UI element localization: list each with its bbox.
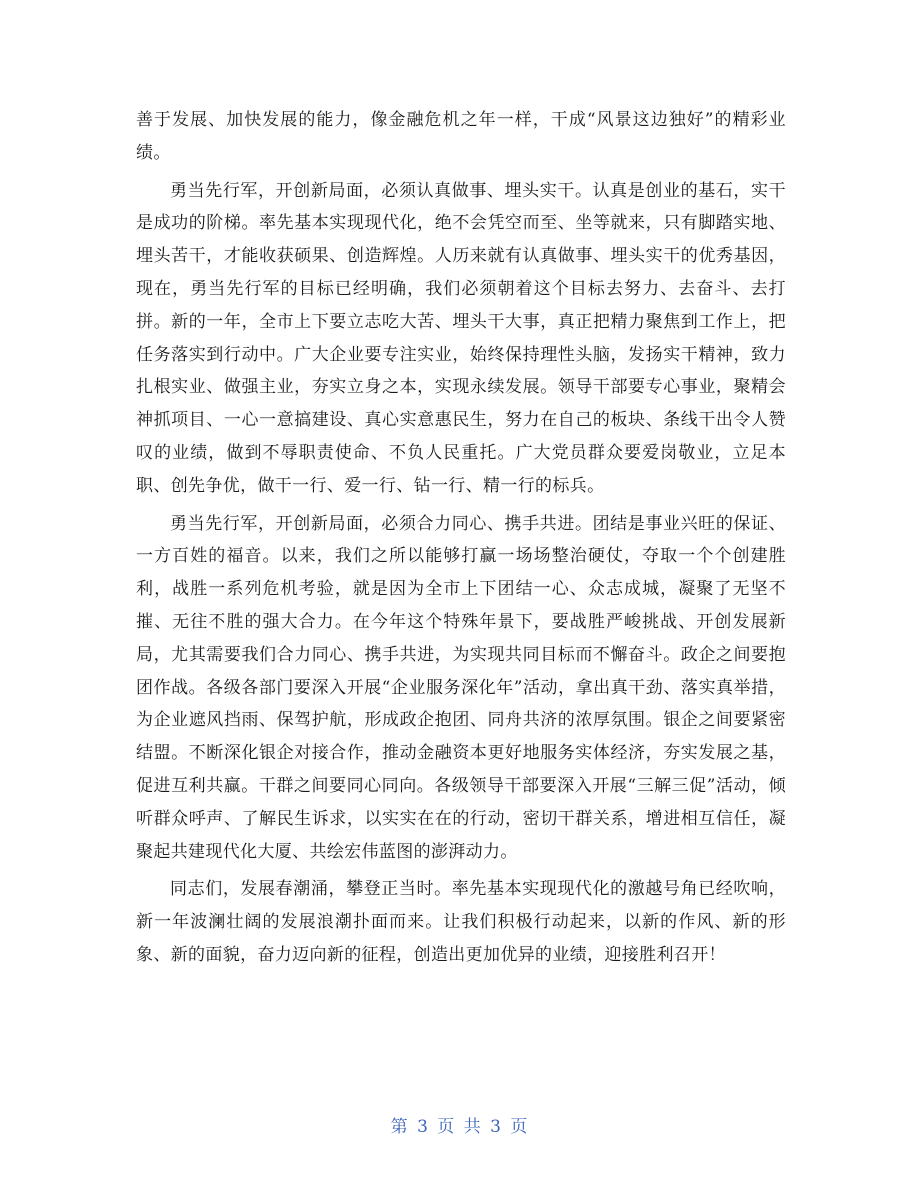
- paragraph-continuation: 善于发展、加快发展的能力，像金融危机之年一样，干成“风景这边独好”的精彩业绩。: [136, 110, 786, 163]
- page-number-footer: 第 3 页 共 3 页: [390, 1117, 530, 1137]
- document-body: [136, 104, 786, 977]
- paragraph-closing: 同志们，发展春潮涌，攀登正当时。率先基本实现现代化的激越号角已经吹响，新一年波澜壮阔的发展浪潮扑面而来。让我们积极行动起来，以新的作风、新的形象、新的面貌，奋力迈向新的征程，创造出更加优异的业绩，迎接胜利召开！: [136, 879, 786, 965]
- paragraph-hard-work: 勇当先行军，开创新局面，必须认真做事、埋头实干。认真是创业的基石，实干是成功的阶梯。率先基本实现现代化，绝不会凭空而至、坐等就来，只有脚踏实地、埋头苦干，才能收获硕果、创造辉煌。人历来就有认真做事、埋头实干的优秀基因，现在，勇当先行军的目标已经明确，我们必须朝着这个目标去努力、去奋斗、去打拼。新的一年，全市上下要立志吃大苦、埋头干大事，真正把精力聚焦到工作上，把任务落实到行动中。广大企业要专注实业，始终保持理性头脑，发扬实干精神，致力扎根实业、做强主业，夯实立身之本，实现永续发展。领导干部要专心事业，聚精会神抓项目、一心一意搞建设、真心实意惠民生，努力在自己的板块、条线干出令人赞叹的业绩，做到不辱职责使命、不负人民重托。广大党员群众要爱岗敬业，立足本职、创先争优，做干一行、爱一行、钻一行、精一行的标兵。: [136, 180, 786, 496]
- paragraph-unity: 勇当先行军，开创新局面，必须合力同心、携手共进。团结是事业兴旺的保证、一方百姓的福音。以来，我们之所以能够打赢一场场整治硬仗，夺取一个个创建胜利，战胜一系列危机考验，就是因为全市上下团结一心、众志成城，凝聚了无坚不摧、无往不胜的强大合力。在今年这个特殊年景下，要战胜严峻挑战、开创发展新局，尤其需要我们合力同心、携手共进，为实现共同目标而不懈奋斗。政企之间要抱团作战。各级各部门要深入开展“企业服务深化年”活动，拿出真干劲、落实真举措，为企业遮风挡雨、保驾护航，形成政企抱团、同舟共济的浓厚氛围。银企之间要紧密结盟。不断深化银企对接合作，推动金融资本更好地服务实体经济，夯实发展之基，促进互利共赢。干群之间要同心同向。各级领导干部要深入开展“三解三促”活动，倾听群众呼声、了解民生诉求，以实实在在的行动，密切干群关系，增进相互信任，凝聚起共建现代化大厦、共绘宏伟蓝图的澎湃动力。: [136, 513, 786, 862]
